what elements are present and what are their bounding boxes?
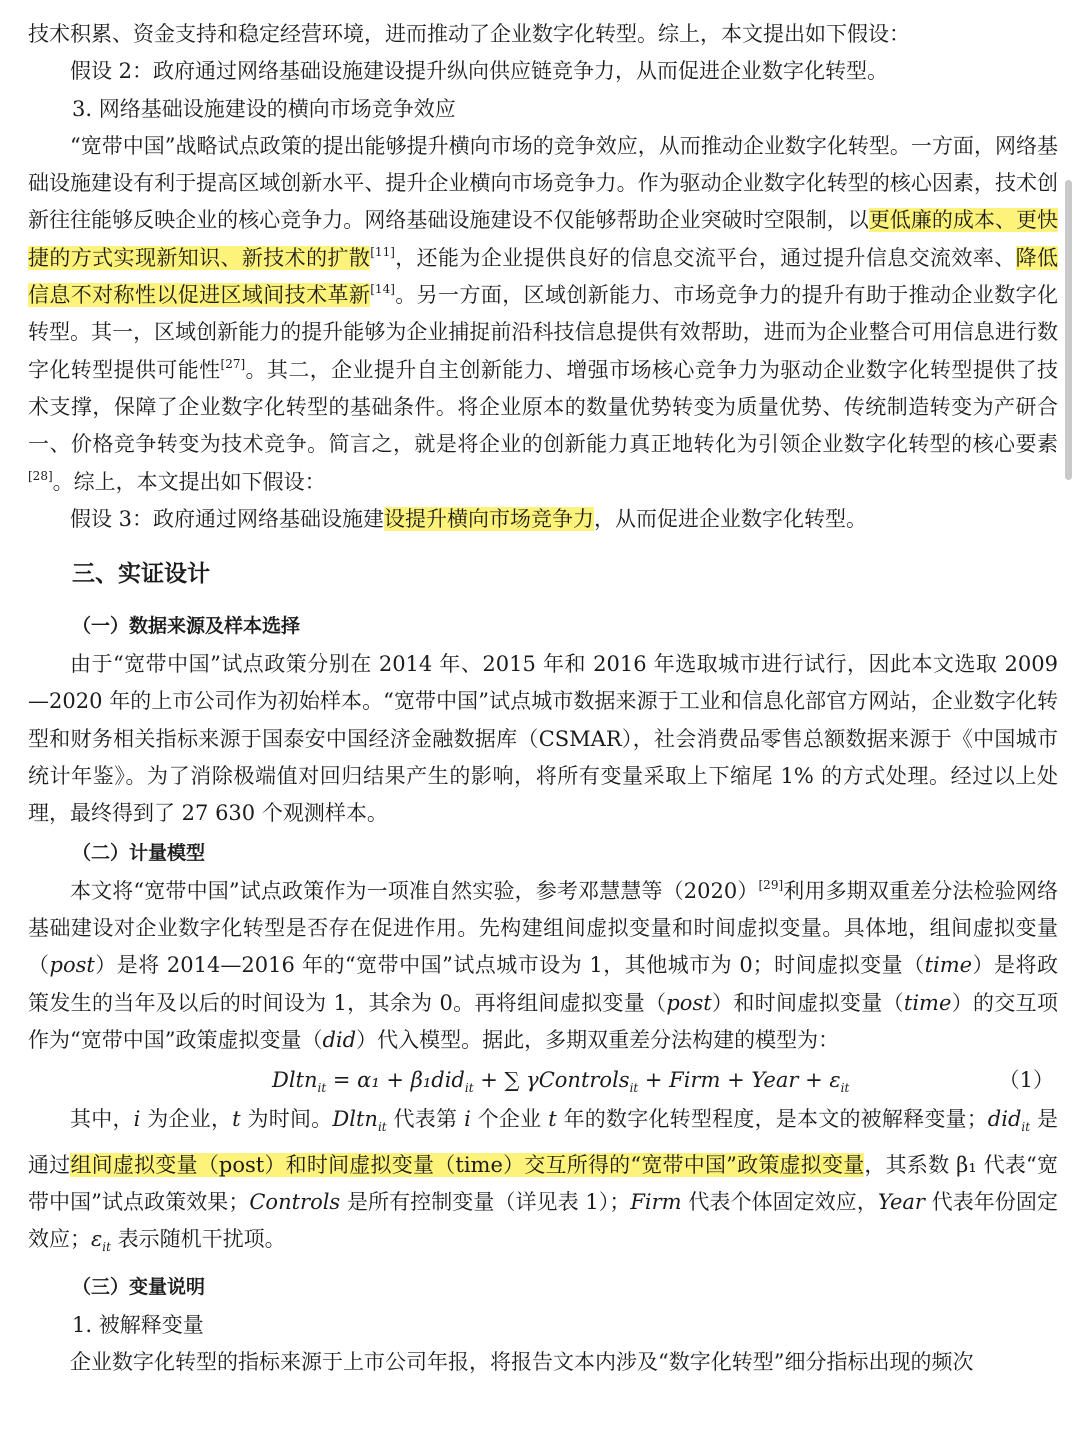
paragraph-data-source: 由于“宽带中国”试点政策分别在 2014 年、2015 年和 2016 年选取城市进行试行，因此本文选取 2009—2020 年的上市公司作为初始样本。“宽带中国”试点城市数据来源于工业和信息化部官方网站，企业数字化转型和财务相关指标来源于国泰安中国经济金融数据库（CSMAR），社会消费品零售总额数据来源于《中国城市统计年鉴》。为了消除极端值对回归结果产生的影响，将所有变量采取上下缩尾 1% 的方式处理。经过以上处理，最终得到了 27 630 个观测样本。: [28, 652, 1058, 826]
citation-27: [27]: [220, 356, 246, 371]
equation-body: Dltn$_{it}$ = α₁ + β₁did$_{it}$ + ∑ γControls$_{it}$ + Firm + Year + $\varepsilon_{it}$: [272, 1068, 850, 1096]
hypothesis-3: 假设 3：政府通过网络基础设施建设提升横向市场竞争力，从而促进企业数字化转型。: [70, 506, 868, 531]
citation-29: [29]: [758, 877, 784, 892]
paragraph-dependent-variable: 企业数字化转型的指标来源于上市公司年报，将报告文本内涉及“数字化转型”细分指标出现的频次: [70, 1349, 974, 1374]
equation-number: （1）: [998, 1068, 1054, 1093]
equation-1: [28, 1059, 1058, 1101]
paper-page: [28, 16, 1058, 1381]
subsection-heading-model: （二）计量模型: [72, 841, 206, 864]
paragraph-variable-definitions: 其中，i 为企业，t 为时间。Dltn$_{it}$ 代表第 i 个企业 t 年的数字化转型程度，是本文的被解释变量；did$_{it}$ 是通过组间虚拟变量（post）和时间虚拟变量（time）交互所得的“宽带中国”政策虚拟变量，其系数 β₁ 代表“宽带中国”试点政策效果；Controls 是所有控制变量（详见表 1）；Firm 代表个体固定效应，Year 代表年份固定效应；$\varepsilon_{it}$ 表示随机干扰项。: [28, 1107, 1058, 1255]
subsection-heading-3: 3. 网络基础设施建设的横向市场竞争效应: [72, 96, 456, 121]
scrollbar-thumb[interactable]: [1065, 180, 1072, 480]
section-heading-empirical-design: 三、实证设计: [72, 560, 210, 588]
subsection-heading-variables: （三）变量说明: [72, 1275, 206, 1298]
paragraph-hypothesis-context: 技术积累、资金支持和稳定经营环境，进而推动了企业数字化转型。综上，本文提出如下假设：: [28, 22, 910, 46]
paragraph-competition-effect: “宽带中国”战略试点政策的提出能够提升横向市场的竞争效应，从而推动企业数字化转型。一方面，网络基础设施建设有利于提高区域创新水平、提升企业横向市场竞争力。作为驱动企业数字化转型的核心因素，技术创新往往能够反映企业的核心竞争力。网络基础设施建设不仅能够帮助企业突破时空限制，以更低廉的成本、更快捷的方式实现新知识、新技术的扩散[11]，还能为企业提供良好的信息交流平台，通过提升信息交流效率、降低信息不对称性以促进区域间技术革新[14]。另一方面，区域创新能力、市场竞争力的提升有助于推动企业数字化转型。其一，区域创新能力的提升能够为企业捕捉前沿科技信息提供有效帮助，进而为企业整合可用信息进行数字化转型提供可能性[27]。其二，企业提升自主创新能力、增强市场核心竞争力为驱动企业数字化转型提供了技术支撑，保障了企业数字化转型的基础条件。将企业原本的数量优势转变为质量优势、传统制造转变为产研合一、价格竞争转变为技术竞争。简言之，就是将企业的创新能力真正地转化为引领企业数字化转型的核心要素[28]。综上，本文提出如下假设：: [28, 133, 1059, 494]
paragraph-model: 本文将“宽带中国”试点政策作为一项准自然实验，参考邓慧慧等（2020）[29]利用多期双重差分法检验网络基础建设对企业数字化转型是否存在促进作用。先构建组间虚拟变量和时间虚拟变量。具体地，组间虚拟变量（post）是将 2014—2016 年的“宽带中国”试点城市设为 1，其他城市为 0；时间虚拟变量（time）是将政策发生的当年及以后的时间设为 1，其余为 0。再将组间虚拟变量（post）和时间虚拟变量（time）的交互项作为“宽带中国”政策虚拟变量（did）代入模型。据此，多期双重差分法构建的模型为：: [28, 877, 1059, 1052]
highlight-did-definition: 组间虚拟变量（post）和时间虚拟变量（time）交互所得的“宽带中国”政策虚拟变量: [70, 1152, 865, 1177]
highlight-diffusion: 更低廉的成本、更快捷的方式实现新知识、新技术的扩散: [28, 208, 1059, 270]
citation-28: [28]: [28, 468, 53, 483]
subsubsection-heading-dependent-variable: 1. 被解释变量: [72, 1312, 204, 1337]
highlight-horizontal-competition: 设提升横向市场竞争力: [384, 506, 595, 531]
citation-11: [11]: [370, 244, 395, 259]
hypothesis-2: 假设 2：政府通过网络基础设施建设提升纵向供应链竞争力，从而促进企业数字化转型。: [70, 59, 889, 84]
highlight-info-asymmetry: 降低信息不对称性以促进区域间技术革新: [28, 245, 1058, 308]
subsection-heading-data-source: （一）数据来源及样本选择: [72, 615, 301, 638]
citation-14: [14]: [370, 282, 395, 297]
